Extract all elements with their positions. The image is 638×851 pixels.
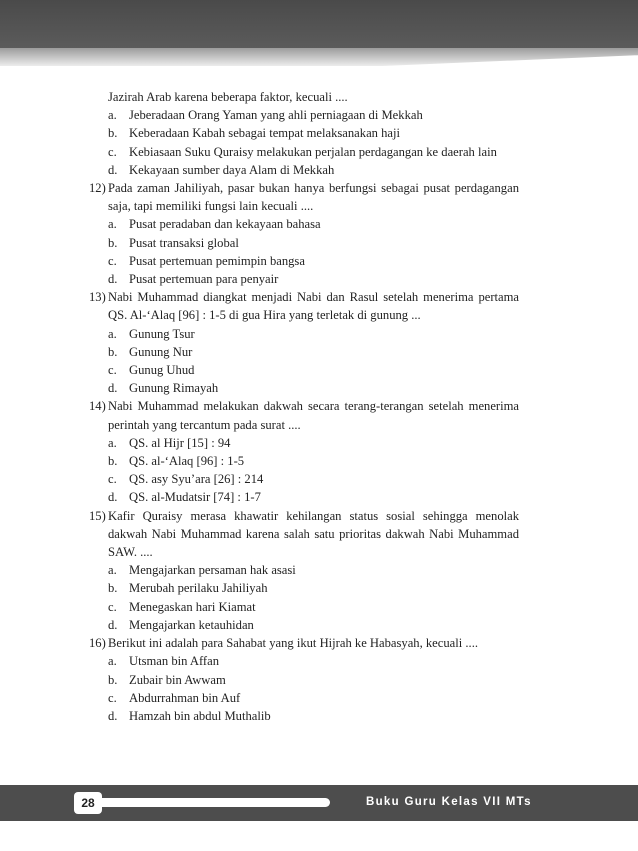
option-text: QS. asy Syu’ara [26] : 214: [129, 472, 264, 487]
option-text: Pusat peradaban dan kekayaan bahasa: [129, 217, 321, 232]
question-15: [89, 507, 519, 562]
option-text: Pusat pertemuan pemimpin bangsa: [129, 253, 305, 268]
option-letter: a.: [108, 326, 117, 341]
option-text: Zubair bin Awwam: [129, 672, 226, 687]
question-number: 16): [89, 636, 106, 651]
option-letter: c.: [108, 690, 117, 705]
option-item: [89, 579, 519, 597]
option-letter: d.: [108, 272, 118, 287]
header-band-shadow: [0, 48, 638, 66]
option-letter: d.: [108, 381, 118, 396]
option-item: [89, 325, 519, 343]
option-letter: c.: [108, 363, 117, 378]
option-item: [89, 343, 519, 361]
option-text: Jeberadaan Orang Yaman yang ahli perniagaan di Mekkah: [129, 108, 423, 123]
option-letter: a.: [108, 654, 117, 669]
option-item: [89, 234, 519, 252]
option-text: Kebiasaan Suku Quraisy melakukan perjalan perdagangan ke daerah lain: [129, 144, 497, 159]
option-text: Gunung Tsur: [129, 326, 195, 341]
option-text: Gunung Nur: [129, 344, 193, 359]
option-item: [89, 488, 519, 506]
question-number: 13): [89, 290, 106, 305]
option-letter: a.: [108, 108, 117, 123]
option-letter: c.: [108, 472, 117, 487]
option-text: Hamzah bin abdul Muthalib: [129, 708, 271, 723]
option-text: Utsman bin Affan: [129, 654, 220, 669]
question-list: [89, 88, 519, 725]
header-band: [0, 0, 638, 48]
option-letter: a.: [108, 435, 117, 450]
previous-question-continuation: Jazirah Arab karena beberapa faktor, kecuali ....: [108, 90, 348, 104]
option-letter: d.: [108, 617, 118, 632]
option-letter: a.: [108, 563, 117, 578]
question-text: Pada zaman Jahiliyah, pasar bukan hanya berfungsi sebagai pusat perdagangan saja, tapi memiliki fungsi lain kecuali ....: [108, 181, 519, 214]
option-text: Mengajarkan ketauhidan: [129, 617, 254, 632]
option-letter: b.: [108, 581, 118, 596]
option-letter: c.: [108, 144, 117, 159]
option-letter: d.: [108, 708, 118, 723]
question-16: [89, 634, 519, 652]
option-text: Merubah perilaku Jahiliyah: [129, 581, 268, 596]
option-item: [89, 671, 519, 689]
question-12: [89, 179, 519, 215]
footer-bar: [100, 798, 330, 807]
option-letter: b.: [108, 126, 118, 141]
option-letter: c.: [108, 599, 117, 614]
option-item: [89, 561, 519, 579]
page-number: 28: [74, 792, 102, 814]
option-item: [89, 252, 519, 270]
option-letter: b.: [108, 454, 118, 469]
option-text: QS. al-‘Alaq [96] : 1-5: [129, 454, 245, 469]
option-item: [89, 434, 519, 452]
option-letter: b.: [108, 672, 118, 687]
option-text: Pusat transaksi global: [129, 235, 239, 250]
option-text: Pusat pertemuan para penyair: [129, 272, 279, 287]
option-item: [89, 652, 519, 670]
question-14: [89, 397, 519, 433]
option-text: QS. al-Mudatsir [74] : 1-7: [129, 490, 261, 505]
option-letter: b.: [108, 344, 118, 359]
option-item: [89, 470, 519, 488]
option-item: [89, 161, 519, 179]
option-item: [89, 707, 519, 725]
option-item: [89, 598, 519, 616]
option-text: Keberadaan Kabah sebagai tempat melaksanakan haji: [129, 126, 400, 141]
option-item: [89, 106, 519, 124]
option-text: Kekayaan sumber daya Alam di Mekkah: [129, 162, 335, 177]
question-text: Berikut ini adalah para Sahabat yang ikut Hijrah ke Habasyah, kecuali ....: [108, 636, 478, 651]
option-letter: b.: [108, 235, 118, 250]
option-text: Gunug Uhud: [129, 363, 195, 378]
question-number: 12): [89, 181, 106, 196]
option-item: [89, 616, 519, 634]
option-item: [89, 361, 519, 379]
option-text: QS. al Hijr [15] : 94: [129, 435, 231, 450]
option-item: [89, 124, 519, 142]
option-item: [89, 452, 519, 470]
option-text: Mengajarkan persaman hak asasi: [129, 563, 296, 578]
option-letter: d.: [108, 490, 118, 505]
question-number: 14): [89, 399, 106, 414]
option-text: Abdurrahman bin Auf: [129, 690, 241, 705]
option-text: Menegaskan hari Kiamat: [129, 599, 256, 614]
option-letter: d.: [108, 162, 118, 177]
question-13: [89, 288, 519, 324]
option-item: [89, 689, 519, 707]
question-text: Nabi Muhammad diangkat menjadi Nabi dan Rasul setelah menerima pertama QS. Al-‘Alaq [96] : 1-5 di gua Hira yang terletak di gunung ...: [108, 290, 519, 323]
option-letter: c.: [108, 253, 117, 268]
option-text: Gunung Rimayah: [129, 381, 219, 396]
option-item: [89, 215, 519, 233]
question-number: 15): [89, 508, 106, 523]
option-item: [89, 143, 519, 161]
question-text: Nabi Muhammad melakukan dakwah secara terang-terangan setelah menerima perintah yang tercantum pada surat ....: [108, 399, 519, 432]
book-title: Buku Guru Kelas VII MTs: [366, 796, 532, 808]
option-letter: a.: [108, 217, 117, 232]
option-item: [89, 379, 519, 397]
question-text: Kafir Quraisy merasa khawatir kehilangan status sosial sehingga menolak dakwah Nabi Muhammad karena salah satu prioritas dakwah Nabi Muhammad SAW. ....: [108, 508, 519, 560]
option-item: [89, 270, 519, 288]
